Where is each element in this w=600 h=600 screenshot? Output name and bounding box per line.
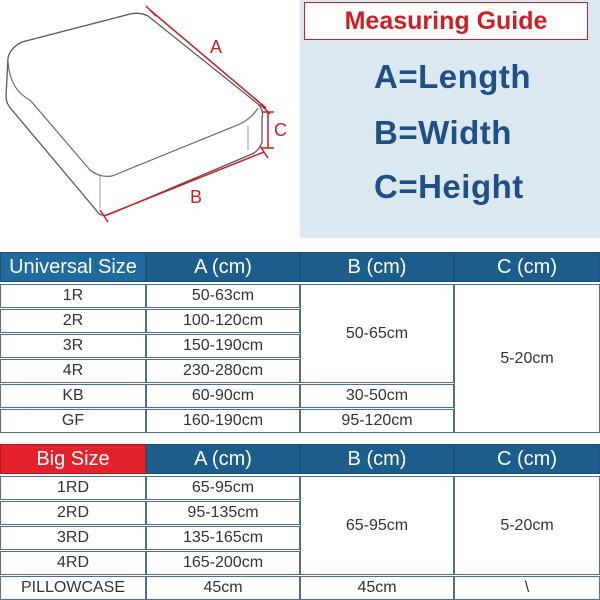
table-row-size: 2R [0, 309, 146, 333]
universal-header-size: Universal Size [0, 252, 146, 282]
table-row-b: 30-50cm [300, 384, 454, 408]
pillowcase-a: 45cm [146, 576, 300, 600]
legend-width: B=Width [374, 114, 512, 151]
pillowcase-b: 45cm [300, 576, 454, 600]
table-row-a: 50-63cm [146, 284, 300, 308]
universal-header-a: A (cm) [146, 252, 300, 282]
cushion-diagram [0, 0, 300, 238]
table-row-a: 165-200cm [146, 551, 300, 575]
universal-header-c: C (cm) [454, 252, 600, 282]
table-row-size: KB [0, 384, 146, 408]
big-header-a: A (cm) [146, 444, 300, 474]
label-a: A [210, 37, 223, 57]
table-row-a: 160-190cm [146, 409, 300, 433]
legend-height: C=Height [374, 168, 524, 205]
legend-length: A=Length [374, 58, 532, 95]
table-row-a: 135-165cm [146, 526, 300, 550]
table-row-size: 4RD [0, 551, 146, 575]
label-c: C [274, 120, 287, 140]
label-b: B [190, 187, 203, 207]
table-row-a: 65-95cm [146, 476, 300, 500]
table-row-size: 3R [0, 334, 146, 358]
big-header-size: Big Size [0, 444, 146, 474]
table-row-size: 1R [0, 284, 146, 308]
table-row-size: 2RD [0, 501, 146, 525]
table-row-a: 60-90cm [146, 384, 300, 408]
universal-header-b: B (cm) [300, 252, 454, 282]
table-row-a: 150-190cm [146, 334, 300, 358]
big-header-c: C (cm) [454, 444, 600, 474]
pillowcase-c: \ [454, 576, 600, 600]
table-row-a: 230-280cm [146, 359, 300, 383]
universal-b-merged: 50-65cm [300, 284, 454, 383]
big-c-merged: 5-20cm [454, 476, 600, 575]
big-size-table [0, 444, 600, 600]
universal-size-table [0, 252, 600, 436]
table-row-b: 95-120cm [300, 409, 454, 433]
table-row-a: 95-135cm [146, 501, 300, 525]
big-b-merged: 65-95cm [300, 476, 454, 575]
table-row-size: GF [0, 409, 146, 433]
big-header-b: B (cm) [300, 444, 454, 474]
universal-c-merged: 5-20cm [454, 284, 600, 433]
cushion-illustration [0, 0, 300, 238]
table-row-size: 1RD [0, 476, 146, 500]
table-row-a: 100-120cm [146, 309, 300, 333]
guide-title: Measuring Guide [304, 2, 588, 40]
table-row-size: 3RD [0, 526, 146, 550]
pillowcase-size: PILLOWCASE [0, 576, 146, 600]
table-row-size: 4R [0, 359, 146, 383]
